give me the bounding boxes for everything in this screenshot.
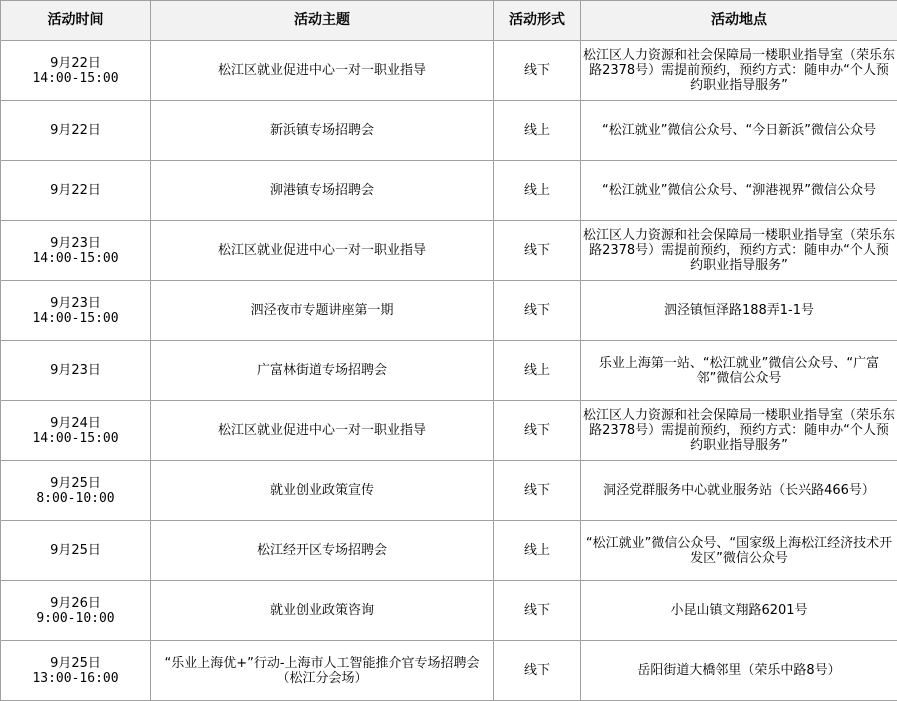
cell-time [1, 101, 151, 161]
cell-location: 松江区人力资源和社会保障局一楼职业指导室（荣乐东路2378号）需提前预约，预约方式：随申办“个人预约职业指导服务” [581, 41, 897, 101]
cell-location: 洞泾党群服务中心就业服务站（长兴路466号） [581, 461, 897, 521]
cell-hours: 14:00-15:00 [32, 70, 119, 86]
table-body [1, 41, 897, 701]
cell-time [1, 221, 151, 281]
cell-date: 9月22日 [50, 55, 101, 71]
cell-topic: 新浜镇专场招聘会 [151, 101, 494, 161]
cell-hours: 14:00-15:00 [32, 310, 119, 326]
table-row [1, 161, 897, 221]
cell-form: 线上 [494, 101, 581, 161]
cell-time [1, 581, 151, 641]
header-location: 活动地点 [581, 1, 897, 41]
cell-time [1, 161, 151, 221]
cell-date: 9月23日 [50, 363, 101, 378]
cell-form: 线上 [494, 341, 581, 401]
cell-date: 9月23日 [50, 295, 101, 311]
cell-topic: 松江经开区专场招聘会 [151, 521, 494, 581]
cell-form: 线上 [494, 161, 581, 221]
cell-date: 9月22日 [50, 123, 101, 138]
table-row [1, 221, 897, 281]
cell-time [1, 281, 151, 341]
cell-form: 线上 [494, 521, 581, 581]
cell-date: 9月23日 [50, 235, 101, 251]
cell-hours: 14:00-15:00 [32, 430, 119, 446]
cell-hours: 13:00-16:00 [32, 670, 119, 686]
cell-topic: 松江区就业促进中心一对一职业指导 [151, 221, 494, 281]
cell-form: 线下 [494, 281, 581, 341]
cell-date: 9月22日 [50, 183, 101, 198]
table-row [1, 641, 897, 701]
cell-location: 松江区人力资源和社会保障局一楼职业指导室（荣乐东路2378号）需提前预约，预约方式：随申办“个人预约职业指导服务” [581, 221, 897, 281]
cell-time [1, 401, 151, 461]
cell-hours: 9:00-10:00 [36, 610, 115, 626]
cell-time [1, 521, 151, 581]
cell-topic: 广富林街道专场招聘会 [151, 341, 494, 401]
cell-location: 松江区人力资源和社会保障局一楼职业指导室（荣乐东路2378号）需提前预约，预约方式：随申办“个人预约职业指导服务” [581, 401, 897, 461]
table-header-row [1, 1, 897, 41]
cell-date: 9月25日 [50, 655, 101, 671]
cell-topic: “乐业上海优+”行动-上海市人工智能推介官专场招聘会（松江分会场） [151, 641, 494, 701]
cell-location: 乐业上海第一站、“松江就业”微信公众号、“广富邻”微信公众号 [581, 341, 897, 401]
cell-topic: 松江区就业促进中心一对一职业指导 [151, 401, 494, 461]
cell-location: 岳阳街道大橋邻里（荣乐中路8号） [581, 641, 897, 701]
cell-location: “松江就业”微信公众号、“泖港视界”微信公众号 [581, 161, 897, 221]
cell-location: 小昆山镇文翔路6201号 [581, 581, 897, 641]
cell-location: “松江就业”微信公众号、“国家级上海松江经济技术开发区”微信公众号 [581, 521, 897, 581]
cell-form: 线下 [494, 41, 581, 101]
header-form: 活动形式 [494, 1, 581, 41]
cell-date: 9月25日 [50, 475, 101, 491]
table-row [1, 281, 897, 341]
cell-location: 泗泾镇恒泽路188弄1-1号 [581, 281, 897, 341]
cell-topic: 泗泾夜市专题讲座第一期 [151, 281, 494, 341]
cell-topic: 泖港镇专场招聘会 [151, 161, 494, 221]
table-row [1, 461, 897, 521]
cell-time [1, 341, 151, 401]
cell-topic: 就业创业政策咨询 [151, 581, 494, 641]
cell-date: 9月26日 [50, 595, 101, 611]
cell-location: “松江就业”微信公众号、“今日新浜”微信公众号 [581, 101, 897, 161]
header-topic: 活动主题 [151, 1, 494, 41]
cell-time [1, 41, 151, 101]
cell-time [1, 641, 151, 701]
cell-form: 线下 [494, 461, 581, 521]
cell-date: 9月24日 [50, 415, 101, 431]
cell-form: 线下 [494, 221, 581, 281]
table-row [1, 401, 897, 461]
cell-hours: 8:00-10:00 [36, 490, 115, 506]
cell-topic: 就业创业政策宣传 [151, 461, 494, 521]
table-row [1, 521, 897, 581]
cell-hours: 14:00-15:00 [32, 250, 119, 266]
cell-form: 线下 [494, 581, 581, 641]
header-time: 活动时间 [1, 1, 151, 41]
cell-form: 线下 [494, 641, 581, 701]
cell-time [1, 461, 151, 521]
table-row [1, 41, 897, 101]
table-row [1, 341, 897, 401]
cell-form: 线下 [494, 401, 581, 461]
table-row [1, 101, 897, 161]
table-row [1, 581, 897, 641]
cell-topic: 松江区就业促进中心一对一职业指导 [151, 41, 494, 101]
cell-date: 9月25日 [50, 543, 101, 558]
